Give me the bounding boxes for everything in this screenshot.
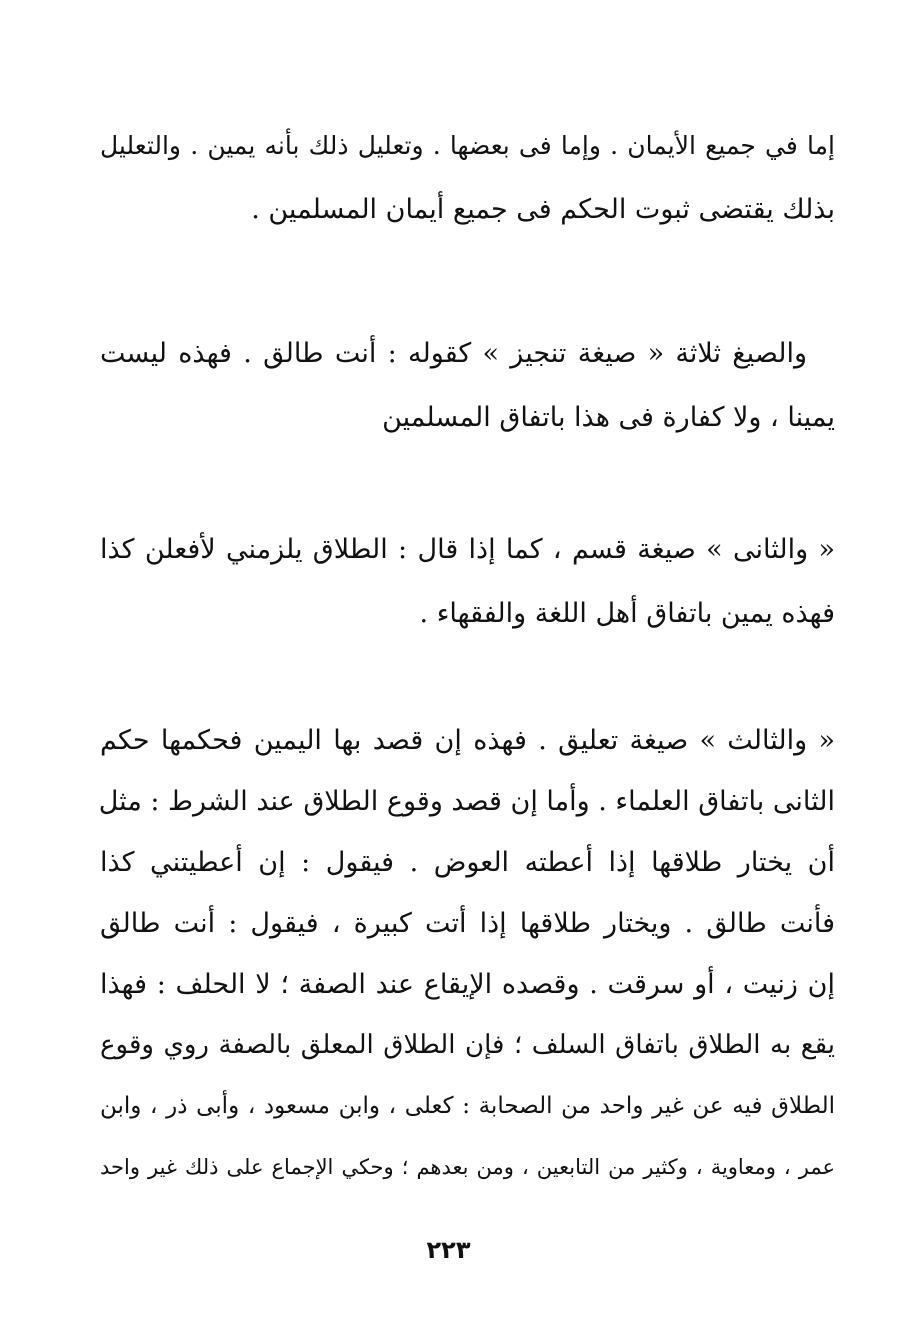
text-line: والصيغ ثلاثة « صيغة تنجيز » كقوله : أنت طالق . فهذه ليست xyxy=(100,338,807,369)
text-line: « والثالث » صيغة تعليق . فهذه إن قصد بها اليمين فحكمها حكم xyxy=(100,725,835,756)
text-line: إما في جميع الأيمان . وإما فى بعضها . وتعليل ذلك بأنه يمين . والتعليل xyxy=(100,131,835,160)
text-line: بذلك يقتضى ثبوت الحكم فى جميع أيمان المسلمين . xyxy=(251,194,835,225)
paragraph-3 xyxy=(100,518,835,646)
text-line: فهذه يمين باتفاق أهل اللغة والفقهاء . xyxy=(419,598,835,629)
page-number: ٢٢٣ xyxy=(426,1236,471,1264)
text-line: « والثانى » صيغة قسم ، كما إذا قال : الطلاق يلزمني لأفعلن كذا xyxy=(100,534,835,565)
text-line: فأنت طالق . ويختار طلاقها إذا أتت كبيرة ، فيقول : أنت طالق xyxy=(100,908,835,939)
text-line: الطلاق فيه عن غير واحد من الصحابة : كعلى ، وابن مسعود ، وأبى ذر ، وابن xyxy=(100,1093,835,1119)
paragraph-4 xyxy=(100,710,835,1198)
text-line: إن زنيت ، أو سرقت . وقصده الإيقاع عند الصفة ؛ لا الحلف : فهذا xyxy=(100,969,835,1000)
text-line: يقع به الطلاق باتفاق السلف ؛ فإن الطلاق المعلق بالصفة روي وقوع xyxy=(100,1030,835,1060)
text-line: عمر ، ومعاوية ، وكثير من التابعين ، ومن بعدهم ؛ وحكي الإجماع على ذلك غير واحد xyxy=(100,1155,835,1179)
text-line: الثانى باتفاق العلماء . وأما إن قصد وقوع الطلاق عند الشرط : مثل xyxy=(98,786,835,817)
text-line: يمينا ، ولا كفارة فى هذا باتفاق المسلمين xyxy=(382,402,835,433)
paragraph-1 xyxy=(100,114,835,242)
paragraph-2 xyxy=(100,322,835,450)
text-line: أن يختار طلاقها إذا أعطته العوض . فيقول : إن أعطيتني كذا xyxy=(100,847,835,878)
